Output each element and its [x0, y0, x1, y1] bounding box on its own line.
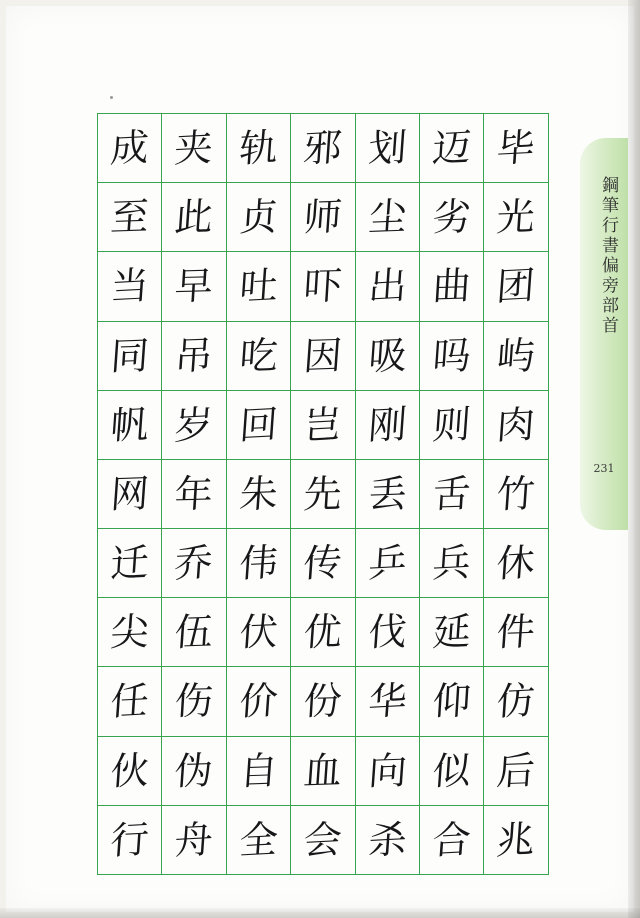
grid-cell	[226, 598, 290, 667]
table-row	[98, 459, 549, 528]
grid-cell	[98, 736, 162, 805]
grid-cell	[419, 736, 483, 805]
character-glyph: 尖	[109, 609, 151, 655]
character-glyph: 优	[302, 609, 344, 655]
grid-cell	[484, 459, 548, 528]
character-glyph: 吃	[237, 332, 280, 379]
grid-cell	[355, 805, 419, 874]
character-glyph: 回	[237, 401, 280, 448]
character-glyph: 吊	[173, 332, 215, 379]
character-glyph: 伤	[173, 678, 215, 724]
grid-cell	[226, 736, 290, 805]
grid-cell	[291, 114, 355, 183]
grid-cell	[291, 667, 355, 736]
grid-cell	[355, 736, 419, 805]
grid-cell	[484, 183, 548, 252]
grid-cell	[162, 459, 226, 528]
character-glyph: 劣	[431, 194, 473, 240]
character-glyph: 竹	[495, 471, 537, 517]
grid-cell	[355, 667, 419, 736]
character-grid-body	[98, 114, 549, 875]
table-row	[98, 736, 549, 805]
grid-cell	[419, 390, 483, 459]
character-glyph: 毕	[495, 125, 537, 172]
page-number: 231	[593, 462, 615, 475]
character-glyph: 休	[495, 540, 537, 587]
grid-cell	[98, 390, 162, 459]
character-glyph: 吐	[237, 263, 280, 310]
character-glyph: 兆	[495, 816, 537, 863]
character-glyph: 邪	[302, 125, 344, 172]
character-glyph: 此	[173, 194, 215, 240]
grid-cell	[419, 805, 483, 874]
grid-cell	[484, 736, 548, 805]
grid-cell	[419, 114, 483, 183]
grid-cell	[484, 321, 548, 390]
grid-cell	[98, 529, 162, 598]
grid-cell	[355, 459, 419, 528]
character-glyph: 兵	[430, 540, 473, 587]
character-glyph: 自	[237, 747, 280, 794]
character-glyph: 华	[366, 678, 408, 725]
character-glyph: 成	[109, 125, 151, 172]
grid-cell	[98, 252, 162, 321]
character-glyph: 年	[173, 471, 215, 517]
table-row	[98, 667, 549, 736]
character-glyph: 轨	[237, 125, 280, 172]
grid-cell	[484, 598, 548, 667]
table-row	[98, 529, 549, 598]
character-glyph: 吓	[302, 263, 344, 309]
character-glyph: 划	[366, 125, 408, 172]
grid-cell	[291, 736, 355, 805]
table-row	[98, 390, 549, 459]
grid-cell	[226, 390, 290, 459]
grid-cell	[355, 529, 419, 598]
table-row	[98, 598, 549, 667]
grid-cell	[98, 805, 162, 874]
grid-cell	[419, 529, 483, 598]
character-glyph: 舌	[431, 471, 473, 517]
grid-cell	[291, 805, 355, 874]
character-glyph: 伐	[366, 609, 408, 655]
grid-cell	[291, 252, 355, 321]
character-glyph: 同	[109, 332, 151, 379]
character-glyph: 向	[366, 747, 408, 794]
grid-cell	[226, 321, 290, 390]
character-glyph: 行	[109, 816, 151, 863]
character-glyph: 仰	[431, 678, 473, 724]
character-practice-grid	[97, 113, 541, 875]
character-glyph: 吗	[431, 332, 473, 379]
character-glyph: 先	[302, 471, 344, 517]
character-glyph: 伪	[173, 747, 215, 794]
page-bottom-edge-shadow	[0, 908, 640, 918]
character-grid-table	[97, 113, 549, 875]
character-glyph: 伏	[237, 609, 280, 655]
table-row	[98, 183, 549, 252]
grid-cell	[419, 183, 483, 252]
character-glyph: 因	[302, 332, 344, 379]
grid-cell	[98, 114, 162, 183]
grid-cell	[484, 805, 548, 874]
character-glyph: 师	[302, 194, 344, 240]
grid-cell	[355, 390, 419, 459]
character-glyph: 血	[302, 747, 344, 794]
character-glyph: 全	[237, 816, 280, 863]
grid-cell	[419, 598, 483, 667]
character-glyph: 团	[495, 263, 537, 310]
page-right-edge-shadow	[628, 0, 640, 918]
grid-cell	[162, 114, 226, 183]
grid-cell	[226, 667, 290, 736]
character-glyph: 迁	[109, 540, 151, 587]
grid-cell	[355, 252, 419, 321]
character-glyph: 则	[430, 401, 473, 448]
grid-cell	[355, 183, 419, 252]
character-glyph: 屿	[495, 332, 537, 379]
grid-cell	[484, 114, 548, 183]
character-glyph: 杀	[366, 816, 408, 863]
table-row	[98, 805, 549, 874]
grid-cell	[162, 183, 226, 252]
character-glyph: 任	[109, 678, 151, 725]
grid-cell	[98, 598, 162, 667]
character-glyph: 会	[302, 816, 344, 863]
character-glyph: 肉	[495, 401, 537, 448]
grid-cell	[162, 321, 226, 390]
character-glyph: 网	[109, 471, 151, 517]
character-glyph: 后	[495, 747, 537, 794]
grid-cell	[291, 183, 355, 252]
grid-cell	[419, 252, 483, 321]
grid-cell	[291, 529, 355, 598]
grid-cell	[162, 736, 226, 805]
side-tab-label: 鋼筆行書偏旁部首	[598, 176, 618, 336]
character-glyph: 伙	[109, 747, 151, 794]
character-glyph: 延	[431, 609, 473, 655]
grid-cell	[162, 805, 226, 874]
grid-cell	[162, 667, 226, 736]
character-glyph: 夹	[173, 125, 215, 172]
character-glyph: 刚	[366, 401, 408, 448]
grid-cell	[484, 667, 548, 736]
character-glyph: 伟	[237, 540, 280, 587]
grid-cell	[98, 459, 162, 528]
grid-cell	[291, 390, 355, 459]
grid-cell	[355, 321, 419, 390]
grid-cell	[226, 805, 290, 874]
grid-cell	[226, 114, 290, 183]
ink-speck	[110, 96, 113, 99]
character-glyph: 朱	[237, 471, 280, 517]
grid-cell	[355, 114, 419, 183]
character-glyph: 吸	[366, 332, 408, 379]
grid-cell	[98, 321, 162, 390]
character-glyph: 岁	[173, 401, 215, 448]
grid-cell	[98, 183, 162, 252]
character-glyph: 似	[431, 747, 473, 794]
grid-cell	[419, 321, 483, 390]
character-glyph: 丢	[366, 471, 408, 517]
character-glyph: 出	[366, 263, 408, 310]
character-glyph: 伍	[173, 609, 215, 655]
grid-cell	[226, 252, 290, 321]
character-glyph: 当	[109, 263, 151, 310]
character-glyph: 早	[173, 263, 215, 309]
grid-cell	[484, 529, 548, 598]
grid-cell	[355, 598, 419, 667]
character-glyph: 传	[302, 540, 344, 587]
character-glyph: 份	[302, 678, 344, 724]
character-glyph: 至	[109, 194, 151, 240]
grid-cell	[226, 459, 290, 528]
grid-cell	[419, 667, 483, 736]
character-glyph: 乒	[366, 540, 408, 587]
character-glyph: 仿	[495, 678, 537, 725]
grid-cell	[291, 598, 355, 667]
grid-cell	[484, 252, 548, 321]
table-row	[98, 321, 549, 390]
character-glyph: 岂	[302, 401, 344, 448]
grid-cell	[226, 183, 290, 252]
character-glyph: 乔	[173, 540, 215, 587]
grid-cell	[162, 390, 226, 459]
table-row	[98, 114, 549, 183]
grid-cell	[162, 529, 226, 598]
grid-cell	[162, 252, 226, 321]
grid-cell	[162, 598, 226, 667]
table-row	[98, 252, 549, 321]
grid-cell	[226, 529, 290, 598]
character-glyph: 舟	[173, 816, 215, 863]
character-glyph: 价	[237, 678, 280, 725]
grid-cell	[484, 390, 548, 459]
grid-cell	[98, 667, 162, 736]
character-glyph: 光	[495, 194, 537, 240]
character-glyph: 合	[430, 816, 473, 863]
character-glyph: 件	[495, 609, 537, 655]
grid-cell	[291, 321, 355, 390]
character-glyph: 迈	[430, 125, 473, 172]
character-glyph: 贞	[237, 194, 280, 240]
grid-cell	[419, 459, 483, 528]
character-glyph: 帆	[109, 401, 151, 448]
grid-cell	[291, 459, 355, 528]
character-glyph: 尘	[366, 194, 408, 240]
character-glyph: 曲	[431, 263, 473, 309]
